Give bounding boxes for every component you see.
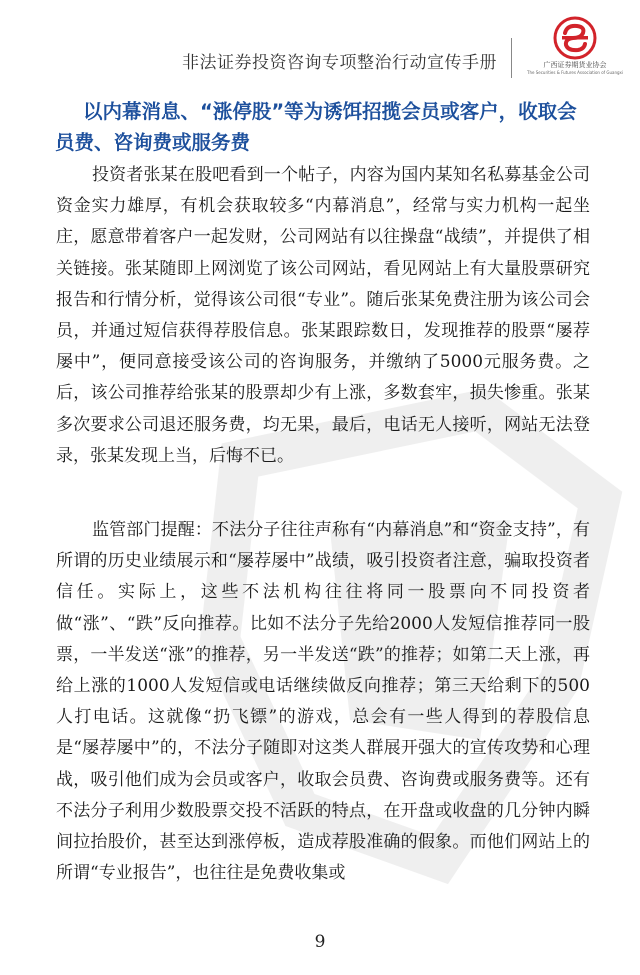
logo-subtext: The Securities & Futures Association of Guangxi [527, 70, 623, 75]
page-header [0, 0, 640, 92]
body-paragraph: 投资者张某在股吧看到一个帖子，内容为国内某知名私募基金公司资金实力雄厚，有机会获取较多“内幕消息”，经常与实力机构一起坐庄，愿意带着客户一起发财，公司网站有以往操盘“战绩”，并提供了相关链接。张某随即上网浏览了该公司网站，看见网站上有大量股票研究报告和行情分析，觉得该公司很“专业”。随后张某免费注册为该公司会员，并通过短信获得荐股信息。张某跟踪数日，发现推荐的股票“屡荐屡中”，便同意接受该公司的咨询服务，并缴纳了5000元服务费。之后，该公司推荐给张某的股票却少有上涨，多数套牢，损失惨重。张某多次要求公司退还服务费，均无果，最后，电话无人接听，网站无法登录，张某发现上当，后悔不已。 [56, 165, 590, 466]
association-logo-icon [553, 16, 597, 60]
header-title: 非法证券投资咨询专项整治行动宣传手册 [182, 53, 497, 73]
page-number: 9 [314, 932, 326, 952]
section-heading: 以内幕消息、“涨停股”等为诱饵招揽会员或客户，收取会员费、咨询费或服务费 [55, 100, 577, 154]
logo-text: 广西证券期货业协会 [543, 61, 607, 69]
body-paragraph: 监管部门提醒：不法分子往往声称有“内幕消息”和“资金支持”，有所谓的历史业绩展示和“屡荐屡中”战绩，吸引投资者注意，骗取投资者信任。实际上，这些不法机构往往将同一股票向不同投资者做“涨”、“跌”反向推荐。比如不法分子先给2000人发短信推荐同一股票，一半发送“涨”的推荐，另一半发送“跌”的推荐；如第二天上涨，再给上涨的1000人发短信或电话继续做反向推荐；第三天给剩下的500人打电话。这就像“扔飞镖”的游戏，总会有一些人得到的荐股信息是“屡荐屡中”的，不法分子随即对这类人群展开强大的宣传攻势和心理战，吸引他们成为会员或客户，收取会员费、咨询费或服务费等。还有不法分子利用少数股票交投不活跃的特点，在开盘或收盘的几分钟内瞬间拉抬股价，甚至达到涨停板，造成荐股准确的假象。而他们网站上的所谓“专业报告”，也往往是免费收集或 [56, 520, 590, 884]
association-logo [527, 16, 623, 82]
header-divider [511, 38, 512, 78]
